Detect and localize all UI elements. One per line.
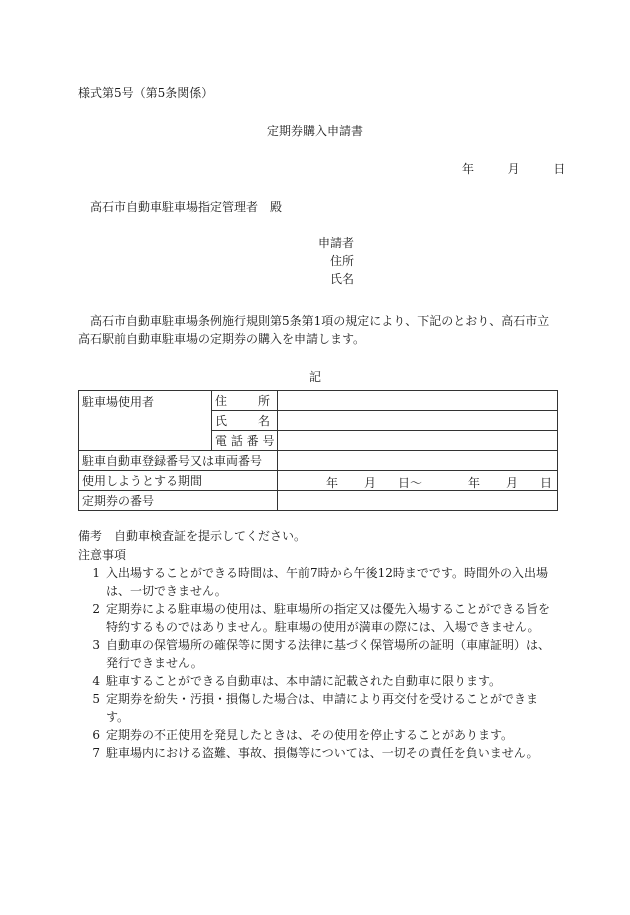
form-number-label: 様式第5号（第5条関係） xyxy=(78,86,214,100)
list-item xyxy=(78,672,558,690)
ticket-label-cell: 定期券の番号 xyxy=(79,491,278,511)
addressee: 高石市自動車駐車場指定管理者 殿 xyxy=(90,200,283,214)
address-label-cell xyxy=(212,391,278,411)
note-text: 定期券の不正使用を発見したときは、その使用を停止することがあります。 xyxy=(106,728,514,742)
ki-heading: 記 xyxy=(308,370,321,384)
list-item xyxy=(78,600,558,636)
period-start-month: 月 xyxy=(364,476,377,490)
notes-heading: 注意事項 xyxy=(78,548,127,562)
vehicle-label-cell: 駐車自動車登録番号又は車両番号 xyxy=(79,451,278,471)
name-input-cell[interactable] xyxy=(278,411,558,431)
address-char-1: 住 xyxy=(215,394,228,408)
list-item xyxy=(78,744,558,762)
remarks: 備考 自動車検査証を提示してください。 xyxy=(78,529,307,543)
applicant-name-label: 氏名 xyxy=(330,272,355,286)
note-number: 1 xyxy=(92,566,100,580)
date-month-label: 月 xyxy=(507,162,520,176)
intro-paragraph: 高石市自動車駐車場条例施行規則第5条第1項の規定により、下記のとおり、高石市立高石駅前自動車駐車場の定期券の購入を申請します。 xyxy=(78,314,550,346)
period-start-day: 日～ xyxy=(398,476,423,490)
applicant-block xyxy=(318,234,354,288)
note-number: 7 xyxy=(92,746,100,760)
period-end-year: 年 xyxy=(468,476,481,490)
note-number: 5 xyxy=(92,692,100,706)
note-text: 定期券を紛失・汚損・損傷した場合は、申請により再交付を受けることができます。 xyxy=(106,692,539,724)
table-row xyxy=(79,391,558,411)
address-char-2: 所 xyxy=(257,394,270,408)
name-label-cell xyxy=(212,411,278,431)
notes-list xyxy=(78,564,558,762)
applicant-label: 申請者 xyxy=(318,236,355,250)
date-year-label: 年 xyxy=(462,162,475,176)
user-label-cell: 駐車場使用者 xyxy=(79,391,212,451)
name-char-1: 氏 xyxy=(215,414,228,428)
name-char-2: 名 xyxy=(257,414,270,428)
note-text: 入出場することができる時間は、午前7時から午後12時までです。時間外の入出場は、一切できません。 xyxy=(106,566,548,598)
date-day-label: 日 xyxy=(553,162,566,176)
applicant-address-label: 住所 xyxy=(330,254,355,268)
document-title: 定期券購入申請書 xyxy=(266,124,363,138)
info-table xyxy=(78,390,558,511)
note-text: 駐車することができる自動車は、本申請に記載された自動車に限ります。 xyxy=(106,674,502,688)
vehicle-input-cell[interactable] xyxy=(278,451,558,471)
note-number: 3 xyxy=(92,638,100,652)
ticket-input-cell[interactable] xyxy=(278,491,558,511)
period-label-cell: 使用しようとする期間 xyxy=(79,471,278,491)
date-line xyxy=(462,160,565,177)
table-row xyxy=(79,491,558,511)
note-number: 2 xyxy=(92,602,100,616)
list-item xyxy=(78,726,558,744)
period-start-year: 年 xyxy=(326,476,339,490)
address-input-cell[interactable] xyxy=(278,391,558,411)
list-item xyxy=(78,564,558,600)
list-item xyxy=(78,690,558,726)
table-row xyxy=(79,471,558,491)
period-end-month: 月 xyxy=(506,476,519,490)
note-text: 自動車の保管場所の確保等に関する法律に基づく保管場所の証明（車庫証明）は、発行できません。 xyxy=(106,638,551,670)
note-text: 定期券による駐車場の使用は、駐車場所の指定又は優先入場することができる旨を特約するものではありません。駐車場の使用が満車の際には、入場できません。 xyxy=(106,602,551,634)
list-item xyxy=(78,636,558,672)
table-row xyxy=(79,451,558,471)
period-input-cell[interactable] xyxy=(278,471,558,491)
phone-input-cell[interactable] xyxy=(278,431,558,451)
note-text: 駐車場内における盗難、事故、損傷等については、一切その責任を負いません。 xyxy=(106,746,539,760)
note-number: 4 xyxy=(92,674,100,688)
period-end-day: 日 xyxy=(540,476,553,490)
phone-label-cell: 電 話 番 号 xyxy=(212,431,278,451)
note-number: 6 xyxy=(92,728,100,742)
